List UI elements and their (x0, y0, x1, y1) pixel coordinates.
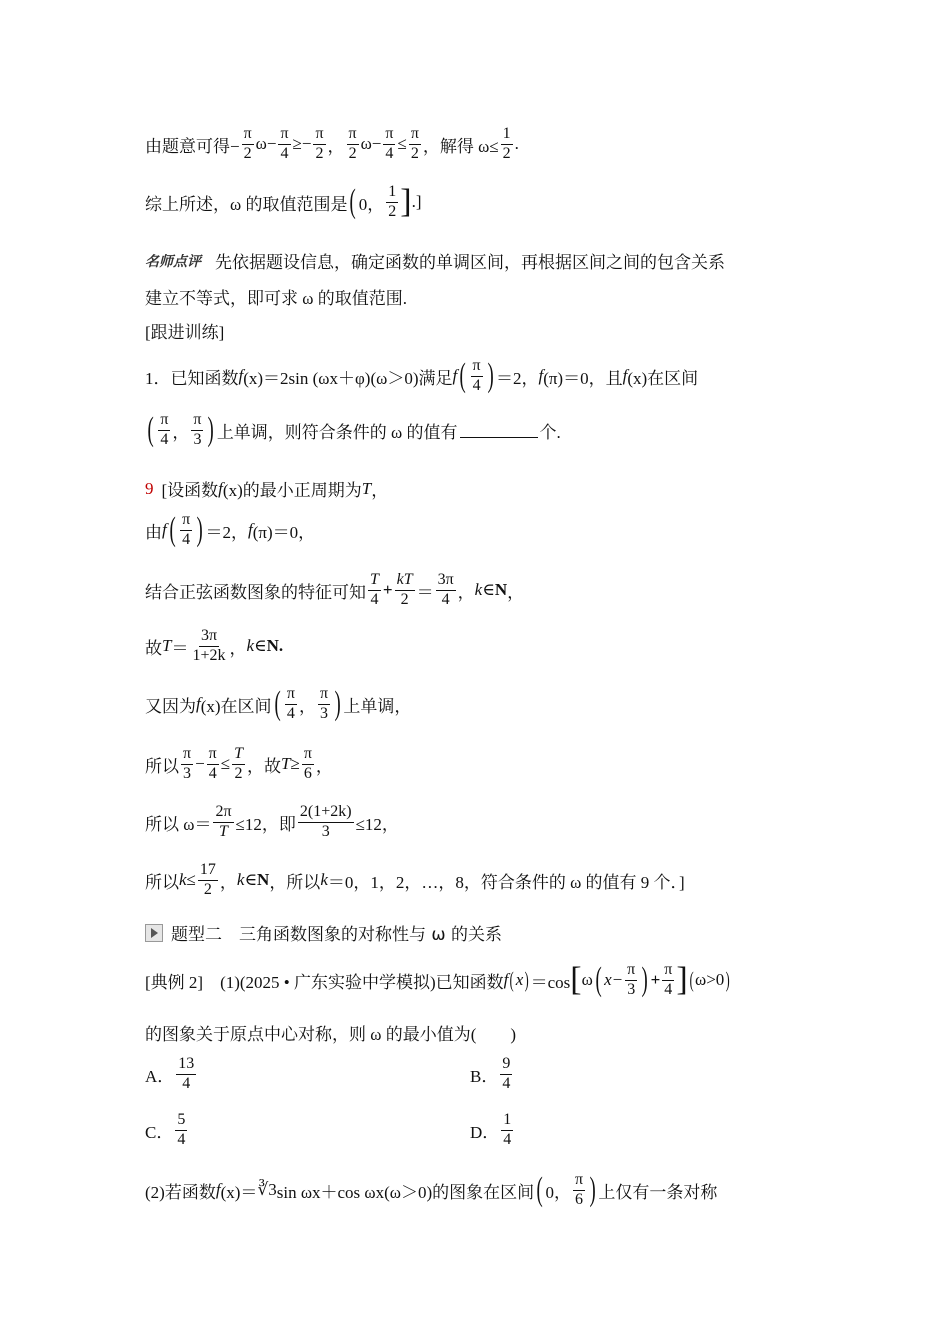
answer-value: 9 (145, 478, 154, 498)
set-N: N (257, 870, 270, 890)
text: (2)若函数 (145, 1182, 216, 1202)
text: ，解得 ω≤ (422, 136, 499, 156)
solution-line-1 (145, 126, 519, 163)
option-b[interactable] (470, 1056, 514, 1093)
text: ≥ (290, 754, 300, 774)
frac-2-1plus2k-3: $\frac{2(1+2k)}{3}$ (299, 803, 352, 840)
func-f: f (162, 520, 167, 540)
radical: ∛3 (257, 1180, 277, 1200)
frac-kT-2: $\frac{kT}{2}$ (396, 571, 413, 608)
var-T: T (361, 478, 372, 498)
func-f: f (238, 366, 244, 386)
text: ， (327, 136, 345, 156)
text: ＝2， (205, 522, 248, 542)
answer-line-4 (145, 628, 283, 665)
var-T: T (162, 636, 172, 656)
frac-pi-3: $\frac{\pi}{3}$ (319, 685, 329, 722)
text: x− (604, 970, 624, 990)
text: ， (315, 756, 333, 776)
text: ， (229, 638, 247, 658)
teacher-comment-line-2 (145, 284, 407, 309)
frac-pi-2: $\frac{\pi}{2}$ (410, 125, 419, 162)
frac-pi-2: $\frac{\pi}{2}$ (315, 125, 324, 162)
option-label: D． (470, 1122, 500, 1142)
question-1-line-2 (145, 412, 561, 449)
text: ≤ (186, 870, 196, 890)
answer-line-8 (145, 862, 685, 899)
option-c[interactable] (145, 1112, 189, 1149)
var-x: x (515, 970, 524, 990)
follow-up-heading (145, 318, 224, 343)
text: ， (457, 582, 475, 602)
play-icon (145, 924, 163, 942)
frac-pi-3: $\frac{\pi}{3}$ (627, 961, 636, 998)
var-k: k (474, 580, 483, 600)
text: ω (581, 970, 593, 990)
text: ，故 (247, 756, 281, 776)
func-f: f (218, 478, 223, 498)
frac-pi-4: $\frac{\pi}{4}$ (472, 357, 481, 394)
text: ω− (360, 134, 382, 154)
example-2-line-1 (145, 962, 732, 999)
section-title: 题型二 三角函数图象的对称性与 ω 的关系 (171, 925, 503, 945)
text: ＝0，1，2，…，8，符合条件的 ω 的值有 9 个．] (327, 872, 685, 892)
teacher-comment-line-1 (145, 248, 725, 273)
solution-line-2 (145, 184, 422, 221)
text: 又因为 (145, 696, 196, 716)
option-d[interactable] (470, 1112, 515, 1149)
frac-pi-4: $\frac{\pi}{4}$ (182, 511, 191, 548)
text: 0， (358, 194, 385, 214)
text: (x)＝2sin (ωx＋φ)(ω＞0)满足 (243, 368, 453, 388)
option-label: C． (145, 1122, 174, 1142)
answer-line-2 (145, 512, 315, 549)
left-paren: ( (274, 685, 281, 723)
frac-pi-4: $\frac{\pi}{4}$ (664, 961, 673, 998)
var-T: T (281, 754, 291, 774)
var-k: k (246, 636, 255, 656)
text: 上仅有一条对称 (598, 1182, 718, 1202)
frac-pi-4: $\frac{\pi}{4}$ (160, 411, 169, 448)
text: − (195, 754, 205, 774)
left-bracket: [ (570, 961, 582, 999)
frac-17-2: $\frac{17}{2}$ (199, 861, 216, 898)
text: (x)在区间 (627, 368, 699, 388)
set-N: N (494, 580, 508, 600)
option-value: $\frac{13}{4}$ (178, 1055, 195, 1092)
right-paren: ) (641, 961, 649, 999)
left-paren: ( (459, 357, 466, 395)
func-f: f (503, 970, 509, 990)
frac-3pi-1plus2k: $\frac{3\pi}{1+2k}$ (192, 627, 226, 664)
frac-1-2: $\frac{1}{2}$ (502, 125, 511, 162)
func-f: f (538, 366, 544, 386)
text: ω>0 (695, 970, 725, 990)
text: ∈ (482, 580, 495, 600)
text: 综上所述，ω 的取值范围是 (145, 194, 348, 214)
func-f: f (452, 366, 458, 386)
comment-tag: 名师点评 (145, 253, 201, 270)
text: .] (411, 192, 422, 212)
right-paren: ) (524, 967, 529, 993)
frac-pi-4: $\frac{\pi}{4}$ (385, 125, 394, 162)
text: + (650, 970, 661, 990)
set-N: N. (266, 636, 284, 656)
frac-pi-2: $\frac{\pi}{2}$ (243, 125, 252, 162)
text: ∈ (244, 870, 258, 890)
left-paren: ( (169, 511, 176, 549)
text: 1．已知函数 (145, 368, 239, 388)
frac-pi-6: $\frac{\pi}{6}$ (303, 745, 312, 782)
frac-pi-6: $\frac{\pi}{6}$ (574, 1171, 584, 1208)
text: ≤12， (355, 814, 399, 834)
text: (x)＝ (220, 1182, 258, 1202)
text: (π)＝0， (252, 522, 316, 542)
text: ＝2， (495, 368, 539, 388)
right-paren: ) (208, 411, 215, 449)
text: (x)在区间 (200, 696, 272, 716)
answer-line-1 (145, 476, 388, 501)
text: ≤ (220, 754, 231, 774)
text: [跟进训练] (145, 323, 225, 342)
text: 的图象关于原点中心对称，则 ω 的最小值为( ) (145, 1025, 517, 1044)
option-a[interactable] (145, 1056, 198, 1093)
right-paren: ) (334, 685, 341, 723)
right-bracket: ] (400, 183, 412, 221)
text: 所以 (145, 872, 179, 892)
text: . (514, 134, 519, 154)
option-value: $\frac{1}{4}$ (503, 1111, 512, 1148)
func-f: f (215, 1180, 221, 1200)
right-paren: ) (725, 967, 730, 993)
func-f: f (247, 520, 253, 540)
question-1-line-1 (145, 358, 698, 395)
text: ， (371, 481, 389, 500)
frac-pi-2: $\frac{\pi}{2}$ (348, 125, 357, 162)
text: sin ωx＋cos ωx(ω＞0)的图象在区间 (276, 1182, 535, 1202)
text: ， (219, 872, 237, 892)
frac-1-2: $\frac{1}{2}$ (388, 183, 397, 220)
frac-pi-3: $\frac{\pi}{3}$ (183, 745, 192, 782)
text: 上单调， (343, 696, 412, 716)
text: 由 (145, 522, 162, 542)
text: (x)的最小正周期为 (222, 481, 362, 500)
var-k: k (236, 870, 245, 890)
text: 建立不等式，即可求 ω 的取值范围. (145, 289, 407, 308)
frac-pi-4: $\frac{\pi}{4}$ (286, 685, 295, 722)
text: ＝cos (530, 972, 571, 992)
frac-pi-4: $\frac{\pi}{4}$ (280, 125, 289, 162)
text: ， (298, 696, 316, 716)
text: [设函数 (161, 481, 219, 500)
text: + (382, 580, 393, 600)
text: 结合正弦函数图象的特征可知 (145, 582, 366, 602)
answer-line-5 (145, 686, 411, 723)
text: 所以 (145, 756, 179, 776)
text: ， (507, 582, 525, 602)
option-label: B． (470, 1066, 499, 1086)
option-value: $\frac{5}{4}$ (177, 1111, 186, 1148)
left-paren: ( (536, 1171, 543, 1209)
text: 先依据题设信息，确定函数的单调区间，再根据区间之间的包含关系 (215, 253, 725, 272)
answer-line-7 (145, 804, 399, 841)
left-paren: ( (595, 961, 602, 999)
option-label: A． (145, 1066, 175, 1086)
text: 0， (545, 1182, 571, 1202)
text: 个. (539, 422, 561, 442)
text: [典例 2] (1)(2025 • 广东实验中学模拟)已知函数 (145, 972, 504, 992)
func-f: f (622, 366, 628, 386)
text: ω− (255, 134, 277, 154)
left-paren: ( (147, 411, 154, 449)
text: ∈ (254, 636, 267, 656)
section-heading (145, 920, 502, 945)
text: 所以 ω＝ (145, 814, 212, 834)
text: ， (172, 422, 190, 442)
var-k: k (179, 870, 187, 890)
answer-line-3 (145, 572, 524, 609)
text: 故 (145, 638, 162, 658)
left-paren: ( (510, 967, 515, 993)
text: (π)＝0，且 (543, 368, 623, 388)
left-paren: ( (689, 967, 694, 993)
answer-blank[interactable] (460, 423, 538, 438)
example-2-line-2 (145, 1020, 516, 1045)
text: ≤ (397, 134, 407, 154)
left-paren: ( (350, 183, 357, 221)
text: ≤12，即 (235, 814, 296, 834)
text: ＝ (171, 638, 189, 658)
frac-T-4: $\frac{T}{4}$ (370, 571, 379, 608)
text: 上单调，则符合条件的 ω 的值有 (216, 422, 458, 442)
frac-pi-3: $\frac{\pi}{3}$ (193, 411, 202, 448)
right-bracket: ] (676, 961, 688, 999)
frac-2pi-T: $\frac{2\pi}{T}$ (215, 803, 232, 840)
answer-line-6 (145, 746, 333, 783)
question-2-line-1 (145, 1172, 717, 1209)
text: ≥− (292, 134, 312, 154)
text: ＝ (416, 582, 434, 602)
right-paren: ) (589, 1171, 596, 1209)
frac-3pi-4: $\frac{3\pi}{4}$ (437, 571, 454, 608)
right-paren: ) (487, 357, 494, 395)
var-k: k (320, 870, 328, 890)
text: 由题意可得− (145, 136, 240, 156)
right-paren: ) (196, 511, 203, 549)
text: ，所以 (269, 872, 321, 892)
func-f: f (196, 694, 201, 714)
frac-T-2: $\frac{T}{2}$ (234, 745, 243, 782)
option-value: $\frac{9}{4}$ (502, 1055, 511, 1092)
frac-pi-4: $\frac{\pi}{4}$ (208, 745, 217, 782)
